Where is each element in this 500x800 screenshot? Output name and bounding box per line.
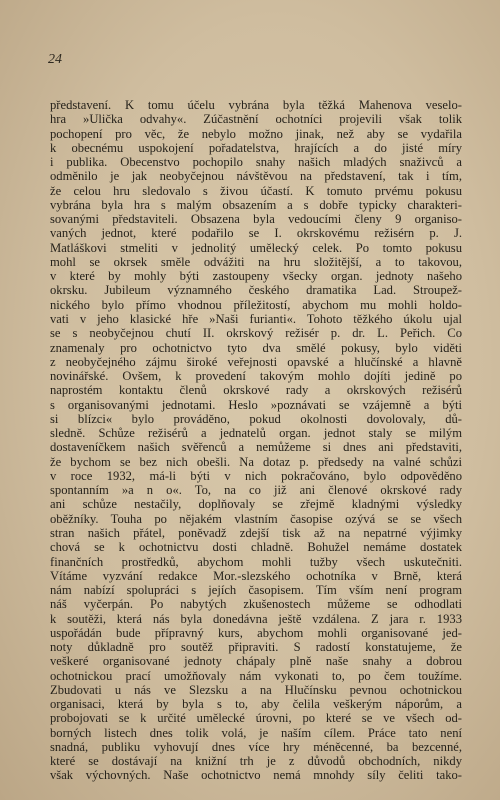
text-line: vati v jeho klasické hře »Naši furianti«. Tohoto těžkého úkolu ujal <box>50 311 462 326</box>
text-line: spontanním »a n o«. To, na co již ani členové okrskové rady <box>50 483 462 498</box>
text-line: oběžníky. Touha po nějakém vlastním časopise ozývá se se všech <box>50 511 462 526</box>
text-line: noty důkladně pro soutěž připraviti. S radostí konstatujeme, že <box>50 640 462 655</box>
text-line: v roce 1932, má-li býti v nich pokračováno, bylo odpověděno <box>50 468 462 483</box>
text-line: k soutěži, která nás byla donedávna ještě vzdálena. Z jara r. 1933 <box>50 611 462 626</box>
text-line: uspořádán bude přípravný kurs, abychom mohli organisované jed- <box>50 625 462 640</box>
text-line: náš vyčerpán. Po nabytých zkušenostech můžeme se odhodlati <box>50 597 462 612</box>
text-line: borných listech dnes tolik volá, je naším cílem. Práce tato není <box>50 725 462 740</box>
text-line: organisaci, která by byla s to, aby čelila veškerým náporům, a <box>50 697 462 712</box>
text-line: které se dostávají na knižní trh je z důvodů obchodních, nikdy <box>50 754 462 769</box>
text-line: k obecnému uspokojení pořadatelstva, hrajících a do jisté míry <box>50 140 462 155</box>
text-line: nického bylo přímo vhodnou příležitostí, abychom mu mohli holdo- <box>50 297 462 312</box>
text-line: dostaveníčkem našich svěřenců a nemůžeme si dnes ani představiti, <box>50 440 462 455</box>
text-line: z neobyčejného zájmu široké veřejnosti opavské a hlučínské a hlavně <box>50 354 462 369</box>
text-line: znamenaly pro ochotnictvo tyto dva smělé pokusy, bylo viděti <box>50 340 462 355</box>
text-line: probojovati se k určité umělecké úrovni, po které se ve všech od- <box>50 711 462 726</box>
text-line: Matláškovi stmeliti v jednolitý umělecký celek. Po tomto pokusu <box>50 240 462 255</box>
text-line: chová se k ochotnictvu dosti chladně. Bohužel nemáme dostatek <box>50 540 462 555</box>
text-line: novinářské. Ovšem, k provedení takovým mohlo dojíti jedině po <box>50 369 462 384</box>
text-line: odměnilo je jak neobyčejnou návštěvou na představení, tak i tím, <box>50 169 462 184</box>
text-line: i publika. Obecenstvo pochopilo snahy našich mladých snaživců a <box>50 155 462 170</box>
text-line: pochopení pro věc, že nebylo možno jinak, než aby se vydařila <box>50 126 462 141</box>
text-line: ani schůze nestačily, doplňovaly se zřejmě kladnými výsledky <box>50 497 462 512</box>
text-line: sledně. Schůze režisérů a jednatelů organ. jednot staly se milým <box>50 426 462 441</box>
text-line: že bychom se bez nich obešli. Na dotaz p. předsedy na valné schůzi <box>50 454 462 469</box>
text-line: finančních prostředků, abychom mohli tužby všech uskutečniti. <box>50 554 462 569</box>
text-line: ochotnickou prací umožňovaly nám vykonati to, po čem toužíme. <box>50 668 462 683</box>
text-line: s organisovanými jednotami. Heslo »poznávati se vzájemně a býti <box>50 397 462 412</box>
text-line: si blízci« bylo prováděno, pokud okolnosti dovolovaly, dů- <box>50 411 462 426</box>
text-line: stran našich přátel, poněvadž zdejší tisk až na nepatrné výjimky <box>50 525 462 540</box>
text-line: v které by mohly býti zastoupeny všecky organ. jednoty našeho <box>50 269 462 284</box>
text-line: hra »Ulička odvahy«. Zúčastnění ochotníci projevili však tolik <box>50 112 462 127</box>
text-line: vaných jednot, které podařilo se I. okrskovému režisérn p. J. <box>50 226 462 241</box>
text-line: Zbudovati u nás ve Slezsku a na Hlučínsku pevnou ochotnickou <box>50 682 462 697</box>
text-line: však výchovných. Naše ochotnictvo nemá mnohdy síly čeliti tako- <box>50 768 462 783</box>
page-number: 24 <box>48 52 62 67</box>
text-line: naprostém kontaktu členů okrskové rady a okrskových režisérů <box>50 383 462 398</box>
text-line: sovanými představiteli. Obsazena byla vedoucími členy 9 organiso- <box>50 212 462 227</box>
text-line: se s neobyčejnou chutí II. okrskový režisér p. dr. L. Peřich. Co <box>50 326 462 341</box>
text-line: mohl se okrsek směle odvážiti na hru složitější, a to takovou, <box>50 254 462 269</box>
text-line: snadná, publiku vyhovují dnes více hry méněcenné, ba bezcenné, <box>50 739 462 754</box>
text-line: vybrána byla hra s malým obsazením a s dobře typicky charakteri- <box>50 197 462 212</box>
text-line: Vítáme vyzvání redakce Mor.-slezského ochotníka v Brně, která <box>50 568 462 583</box>
text-line: nám nabízí spolupráci s jejích časopisem. Tím vším není program <box>50 583 462 598</box>
text-line: okrsku. Jubileum významného českého dramatika Lad. Stroupež- <box>50 283 462 298</box>
text-line: představení. K tomu účelu vybrána byla těžká Mahenova veselo- <box>50 98 462 112</box>
text-line: veškeré organisované jednoty chápaly plně naše snahy a dobrou <box>50 654 462 669</box>
body-text <box>50 98 462 783</box>
text-line: že celou hru sledovalo s živou účastí. K tomuto prvému pokusu <box>50 183 462 198</box>
